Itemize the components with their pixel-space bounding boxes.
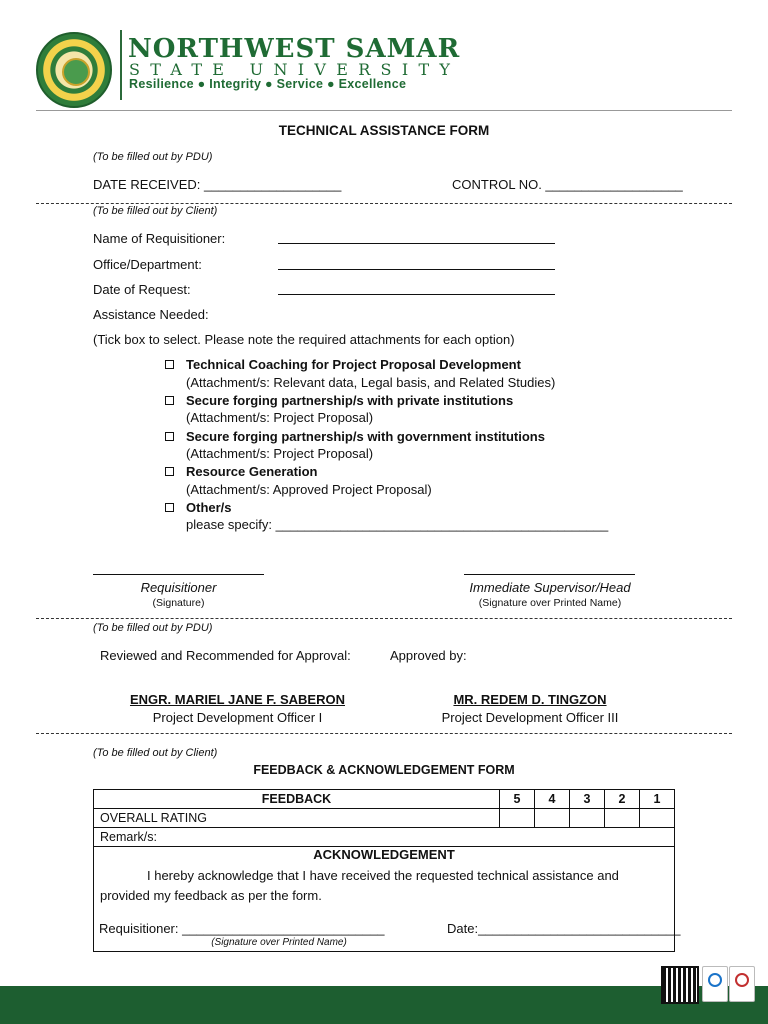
requisitioner-sig-title: Requisitioner [140,580,217,595]
requisitioner-sig-sub: (Signature) [152,597,205,609]
accreditation-icon [729,966,755,1002]
client-note: (To be filled out by Client) [93,205,218,217]
rating-cell-1[interactable] [640,809,675,828]
option-label-government: Secure forging partnership/s with government institutions [186,429,545,444]
option-checkbox-resource[interactable] [165,467,174,476]
feedback-table [93,789,675,847]
form-title: TECHNICAL ASSISTANCE FORM [278,123,490,138]
option-attachment-private: (Attachment/s: Project Proposal) [186,410,374,425]
rating-cell-5[interactable] [500,809,535,828]
option-attachment-coaching: (Attachment/s: Relevant data, Legal basis, and Related Studies) [186,375,556,390]
option-checkbox-coaching[interactable] [165,360,174,369]
ack-date-field[interactable]: Date:____________________________ [447,921,681,936]
officer-position-2: Project Development Officer III [441,710,619,725]
rating-cell-4[interactable] [535,809,570,828]
requisitioner-signature-line[interactable] [93,574,264,575]
iso-certification-icon [702,966,728,1002]
university-subtitle: STATE UNIVERSITY [129,60,461,79]
rating-cell-2[interactable] [605,809,640,828]
supervisor-signature-line[interactable] [464,574,635,575]
officer-name-2: MR. REDEM D. TINGZON [453,692,607,707]
option-label-private: Secure forging partnership/s with private institutions [186,393,514,408]
feedback-client-note: (To be filled out by Client) [93,747,218,759]
option-checkbox-government[interactable] [165,432,174,441]
ack-requisitioner-field[interactable]: Requisitioner: ____________________________ [99,921,385,936]
rating-header-5: 5 [500,790,535,809]
remarks-field[interactable]: Remark/s: [94,828,675,847]
option-checkbox-others[interactable] [165,503,174,512]
university-name: NORTHWEST SAMAR [128,34,461,64]
assistance-needed-label: Assistance Needed: [93,307,209,322]
university-seal-logo [36,32,112,108]
section-divider [36,618,732,619]
rating-header-4: 4 [535,790,570,809]
reviewed-label: Reviewed and Recommended for Approval: [100,648,351,663]
office-department-label: Office/Department: [93,257,202,272]
supervisor-sig-title: Immediate Supervisor/Head [469,580,631,595]
option-label-resource: Resource Generation [186,464,318,479]
option-attachment-resource: (Attachment/s: Approved Project Proposal) [186,482,432,497]
header-rule [36,110,732,111]
approved-label: Approved by: [390,648,467,663]
option-label-coaching: Technical Coaching for Project Proposal Development [186,357,521,372]
feedback-header: FEEDBACK [94,790,500,809]
date-received-field[interactable]: DATE RECEIVED: ___________________ [93,177,342,192]
tick-instruction: (Tick box to select. Please note the required attachments for each option) [93,332,515,347]
ack-sig-note: (Signature over Printed Name) [211,937,347,948]
option-attachment-government: (Attachment/s: Project Proposal) [186,446,374,461]
overall-rating-label: OVERALL RATING [94,809,500,828]
rating-header-3: 3 [570,790,605,809]
qr-code-icon [661,966,699,1004]
option-label-others: Other/s [186,500,232,515]
university-tagline: Resilience ● Integrity ● Service ● Excellence [129,77,407,91]
officer-position-1: Project Development Officer I [152,710,323,725]
feedback-title: FEEDBACK & ACKNOWLEDGEMENT FORM [253,763,515,777]
section-divider [36,203,732,204]
date-of-request-label: Date of Request: [93,282,191,297]
requisitioner-name-label: Name of Requisitioner: [93,231,226,246]
requisitioner-name-field[interactable] [278,243,555,244]
officer-name-1: ENGR. MARIEL JANE F. SABERON [129,692,345,707]
section-divider [36,733,732,734]
option-specify-field[interactable]: please specify: ______________________________________________ [186,517,609,532]
rating-header-2: 2 [605,790,640,809]
header-divider [120,30,122,100]
option-checkbox-private[interactable] [165,396,174,405]
rating-cell-3[interactable] [570,809,605,828]
pdu-note-2: (To be filled out by PDU) [93,622,213,634]
ack-text-line-1: I hereby acknowledge that I have received the requested technical assistance and [147,868,619,883]
supervisor-sig-sub: (Signature over Printed Name) [478,597,622,609]
rating-header-1: 1 [640,790,675,809]
ack-title: ACKNOWLEDGEMENT [313,847,455,862]
ack-text-line-2: provided my feedback as per the form. [100,888,322,903]
footer-bar [0,986,768,1024]
control-no-field[interactable]: CONTROL NO. ___________________ [452,177,683,192]
pdu-note: (To be filled out by PDU) [93,151,213,163]
date-of-request-field[interactable] [278,294,555,295]
office-department-field[interactable] [278,269,555,270]
